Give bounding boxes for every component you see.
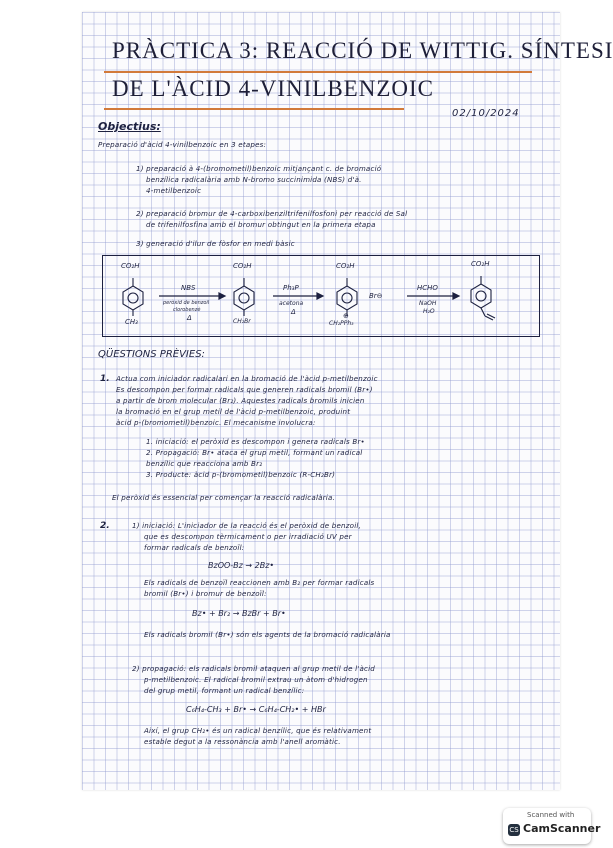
cmpd3-top-label: CO₂H (336, 262, 355, 270)
q2-p1-line-1: 1) iniciació: L'iniciador de la reacció és el peròxid de benzoil, (132, 521, 362, 530)
reaction-scheme (102, 255, 540, 337)
objective-2-line-2: de trifenilfosfina amb el bromur obtingut en la primera etapa (146, 220, 376, 229)
title-underline-2 (104, 108, 404, 110)
objective-3-line: 3) generació d'ilur de fòsfor en medi bàsic (136, 239, 295, 248)
arrow3-bottom-label-1: NaOH (419, 300, 437, 307)
benzene-ring-icon-1 (123, 278, 143, 316)
cmpd2-bottom-label: CH₂Br (233, 318, 251, 325)
arrow3-top-label: HCHO (417, 284, 438, 292)
objectius-intro: Preparació d'àcid 4-vinilbenzoic en 3 etapes: (98, 140, 267, 149)
q2-p1-line-3: formar radicals de benzoïl: (144, 543, 245, 552)
questions-heading: QÜESTIONS PRÈVIES: (98, 349, 205, 360)
q1-conclusion: El peròxid és essencial per començar la reacció radicalària. (112, 493, 335, 502)
reaction-arrows (159, 293, 459, 299)
cmpd1-bottom-label: CH₃ (125, 318, 138, 326)
q2-p1-line-2: que es descompon tèrmicament o per irradiació UV per (144, 532, 352, 541)
reaction-scheme-drawing (103, 256, 539, 336)
question-2-number: 2. (100, 521, 110, 531)
cmpd4-top-label: CO₂H (471, 260, 490, 268)
arrow1-bottom-label-2: clorobenzè (173, 307, 201, 313)
title-underline-1 (104, 71, 532, 73)
benzene-ring-icon-2 (234, 278, 254, 316)
benzene-ring-icon-3 (337, 278, 357, 316)
q2-p2-line-2: bromil (Br•) i bromur de benzoïl: (144, 589, 267, 598)
q1-line-1: Actua com iniciador radicalari en la bromació de l'àcid p-metilbenzoic (116, 374, 378, 383)
q1-sublist-2: 2. Propagació: Br• ataca el grup metil, formant un radical (146, 448, 363, 457)
cmpd3-charge: ⊕ (343, 312, 349, 320)
date: 02/10/2024 (452, 108, 520, 119)
q1-line-2: Es descompon per formar radicals que generen radicals bromil (Br•) (116, 385, 373, 394)
notebook-page (82, 12, 613, 790)
cmpd2-top-label: CO₂H (233, 262, 252, 270)
equation-1: BzOO-Bz → 2Bz• (208, 561, 275, 570)
q2-p5-line-1: Així, el grup CH₂• és un radical benzílic, que és relativament (144, 726, 372, 735)
q1-line-4: la bromació en el grup metil de l'àcid p-metilbenzoic, produint (116, 407, 351, 416)
cmpd1-top-label: CO₂H (121, 262, 140, 270)
benzene-ring-icon-4 (471, 276, 495, 320)
objective-1-line-1: 1) preparació à 4-(bromometil)benzoic mitjançant c. de bromació (136, 164, 382, 173)
objectius-heading: Objectius: (98, 120, 161, 133)
q2-p3: Els radicals bromil (Br•) són els agents de la bromació radicalària (144, 630, 391, 639)
objective-1-line-3: 4-metilbenzoic (146, 186, 202, 195)
question-1-number: 1. (100, 374, 110, 384)
objective-1-line-2: benzílica radicalària amb N-bromo succinimida (NBS) d'à. (146, 175, 362, 184)
q1-sublist-4: 3. Producte: àcid p-(bromometil)benzoic (R-CH₂Br) (146, 470, 336, 479)
arrow2-top-label: Ph₃P (283, 284, 299, 292)
q1-sublist-1: 1. iniciació: el peròxid es descompon i genera radicals Br• (146, 437, 365, 446)
arrow1-bottom-label-1: peròxid de benzoil (163, 300, 210, 306)
arrow2-bottom-label-2: Δ (291, 308, 296, 316)
cmpd3-counter-ion: Br⊖ (369, 292, 383, 300)
title-line-1: PRÀCTICA 3: REACCIÓ DE WITTIG. SÍNTESI (112, 38, 613, 63)
objective-2-line-1: 2) preparació bromur de 4-carboxibenziltrifenilfosfoni per reacció de Sal (136, 209, 408, 218)
title-line-2: DE L'ÀCID 4-VINILBENZOIC (112, 76, 434, 101)
equation-3: C₆H₄-CH₃ + Br• → C₆H₄-CH₂• + HBr (186, 705, 326, 714)
equation-2: Bz• + Br₂ → BzBr + Br• (192, 609, 286, 618)
badge-caption: Scanned with (527, 811, 575, 819)
arrow1-bottom-label-3: Δ (187, 314, 192, 322)
q2-p4-line-1: 2) propagació: els radicals bromil ataquen al grup metil de l'àcid (132, 664, 375, 673)
q2-p5-line-2: estable degut a la ressonància amb l'anell aromàtic. (144, 737, 341, 746)
q1-sublist-3: benzílic que reacciona amb Br₂ (146, 459, 263, 468)
camscanner-badge (503, 808, 601, 844)
q2-p4-line-3: del grup metil, formant un radical benzílic: (144, 686, 305, 695)
arrow1-top-label: NBS (181, 284, 196, 292)
arrow2-bottom-label-1: acetona (279, 300, 304, 307)
arrow3-bottom-label-2: H₂O (423, 308, 435, 315)
cmpd3-bottom-label: CH₂PPh₃ (329, 320, 354, 327)
q1-line-3: a partir de brom molecular (Br₂). Aquestes radicals bromils inicien (116, 396, 365, 405)
badge-brand: CamScanner (523, 822, 601, 835)
q1-line-5: àcid p-(bromometil)benzoic. El mecanisme involucra: (116, 418, 316, 427)
camscanner-logo-icon: CS (509, 826, 519, 834)
q2-p2-line-1: Els radicals de benzoïl reaccionen amb B₂ per formar radicals (144, 578, 375, 587)
q2-p4-line-2: p-metilbenzoic. El radical bromil extrau un àtom d'hidrogen (144, 675, 368, 684)
